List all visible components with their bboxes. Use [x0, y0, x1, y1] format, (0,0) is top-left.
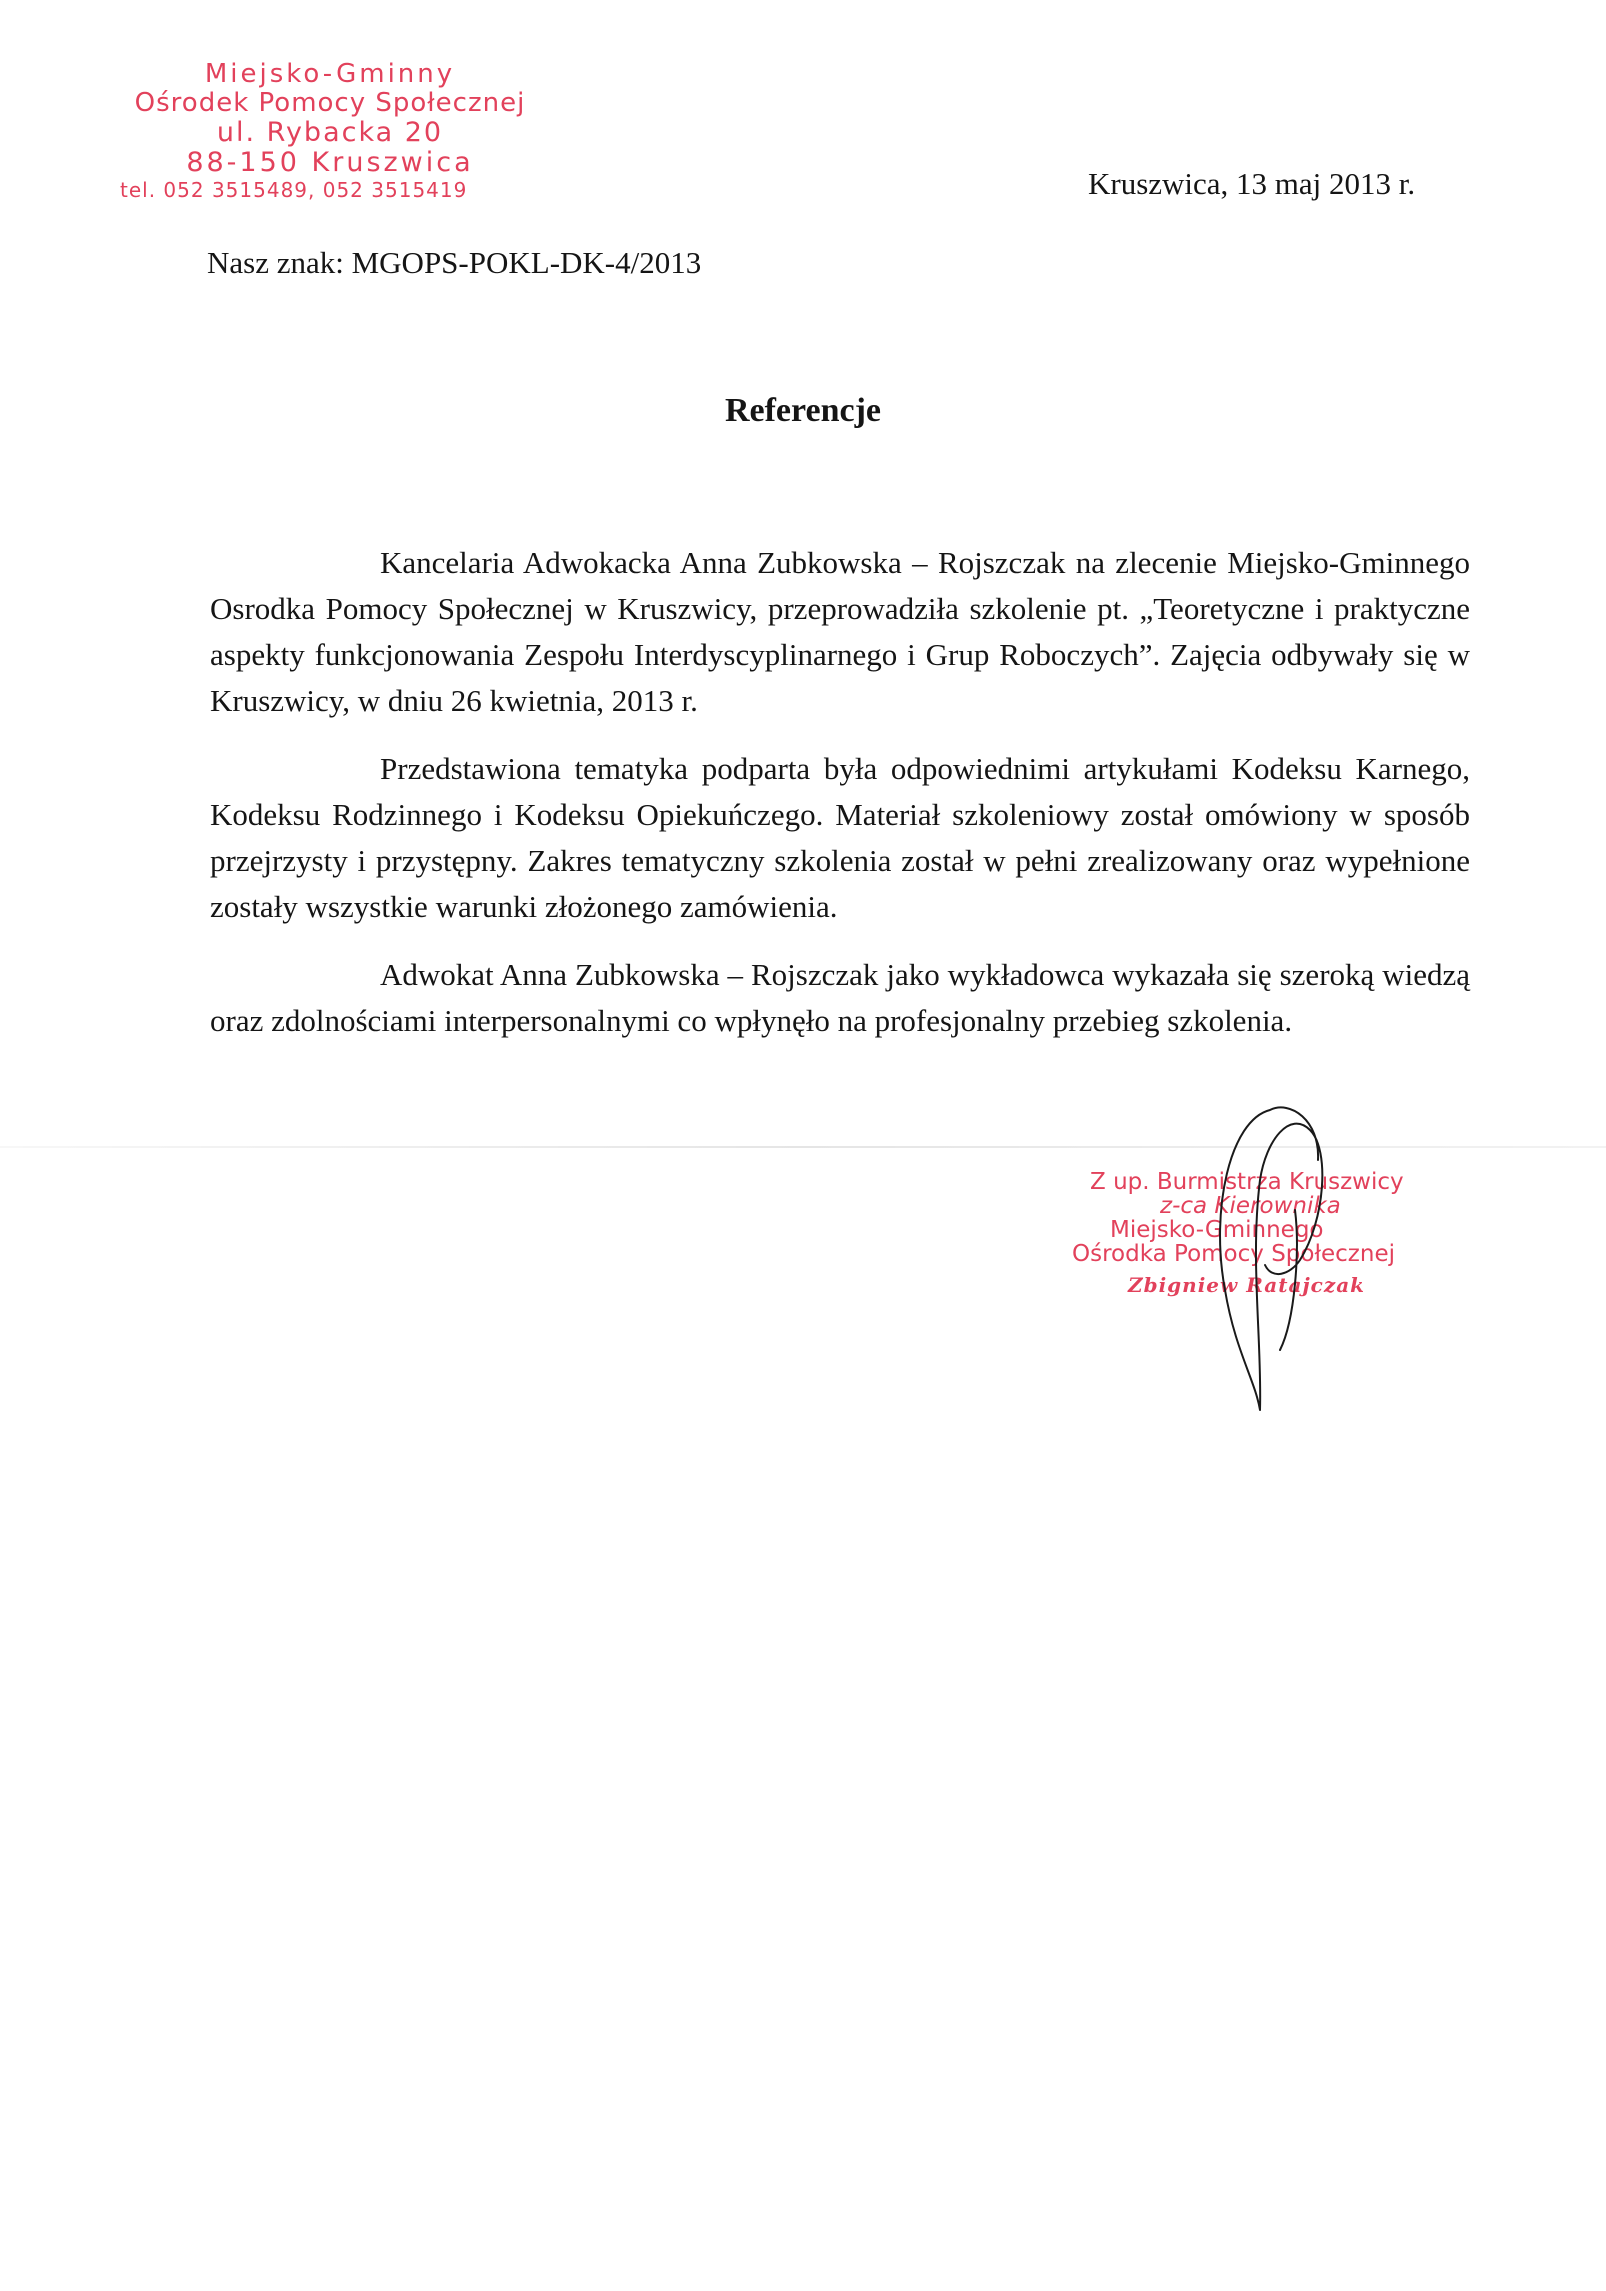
- stamp-line: Miejsko-Gminny: [204, 59, 456, 89]
- handwritten-signature: [1200, 1090, 1340, 1430]
- body-paragraph: Przedstawiona tematyka podparta była odpowiednimi artykułami Kodeksu Karnego, Kodeksu Rodzinnego i Kodeksu Opiekuńczego. Materiał szkoleniowy został omówiony w sposób przejrzysty i przystępny. Zakres tematyczny szkolenia został w pełni zrealizowany oraz wypełnione zostały wszystkie warunki złożonego zamówienia.: [210, 751, 1470, 924]
- letter-date: Kruszwica, 13 maj 2013 r.: [1088, 166, 1416, 201]
- stamp-line: 88-150 Kruszwica: [186, 147, 474, 179]
- stamp-line: ul. Rybacka 20: [216, 117, 444, 149]
- body-paragraph: Kancelaria Adwokacka Anna Zubkowska – Rojszczak na zlecenie Miejsko-Gminnego Osrodka Pomocy Społecznej w Kruszwicy, przeprowadziła szkolenie pt. „Teoretyczne i praktyczne aspekty funkcjonowania Zespołu Interdyscyplinarnego i Grup Roboczych”. Zajęcia odbywały się w Kruszwicy, w dniu 26 kwietnia, 2013 r.: [210, 545, 1470, 718]
- institution-stamp: [120, 60, 540, 201]
- stamp-line: Ośrodka Pomocy Społecznej: [1072, 1241, 1395, 1268]
- letter-body: [210, 540, 1470, 1066]
- reference-number: Nasz znak: MGOPS-POKL-DK-4/2013: [207, 245, 702, 280]
- stamp-line: z-ca Kierownika: [1160, 1193, 1341, 1220]
- stamp-line: Miejsko-Gminnego: [1110, 1217, 1324, 1244]
- stamp-line: Ośrodek Pomocy Społecznej: [134, 88, 526, 119]
- body-paragraph: Adwokat Anna Zubkowska – Rojszczak jako wykładowca wykazała się szeroką wiedzą oraz zdolnościami interpersonalnymi co wpłynęło na profesjonalny przebieg szkolenia.: [210, 957, 1470, 1038]
- document-title: Referencje: [724, 392, 882, 429]
- stamp-line: Z up. Burmistrza Kruszwicy: [1090, 1169, 1404, 1195]
- stamp-line: Zbigniew Ratajczak: [1128, 1272, 1366, 1297]
- paper-fold: [0, 1146, 1606, 1148]
- stamp-line: tel. 052 3515489, 052 3515419: [120, 177, 468, 202]
